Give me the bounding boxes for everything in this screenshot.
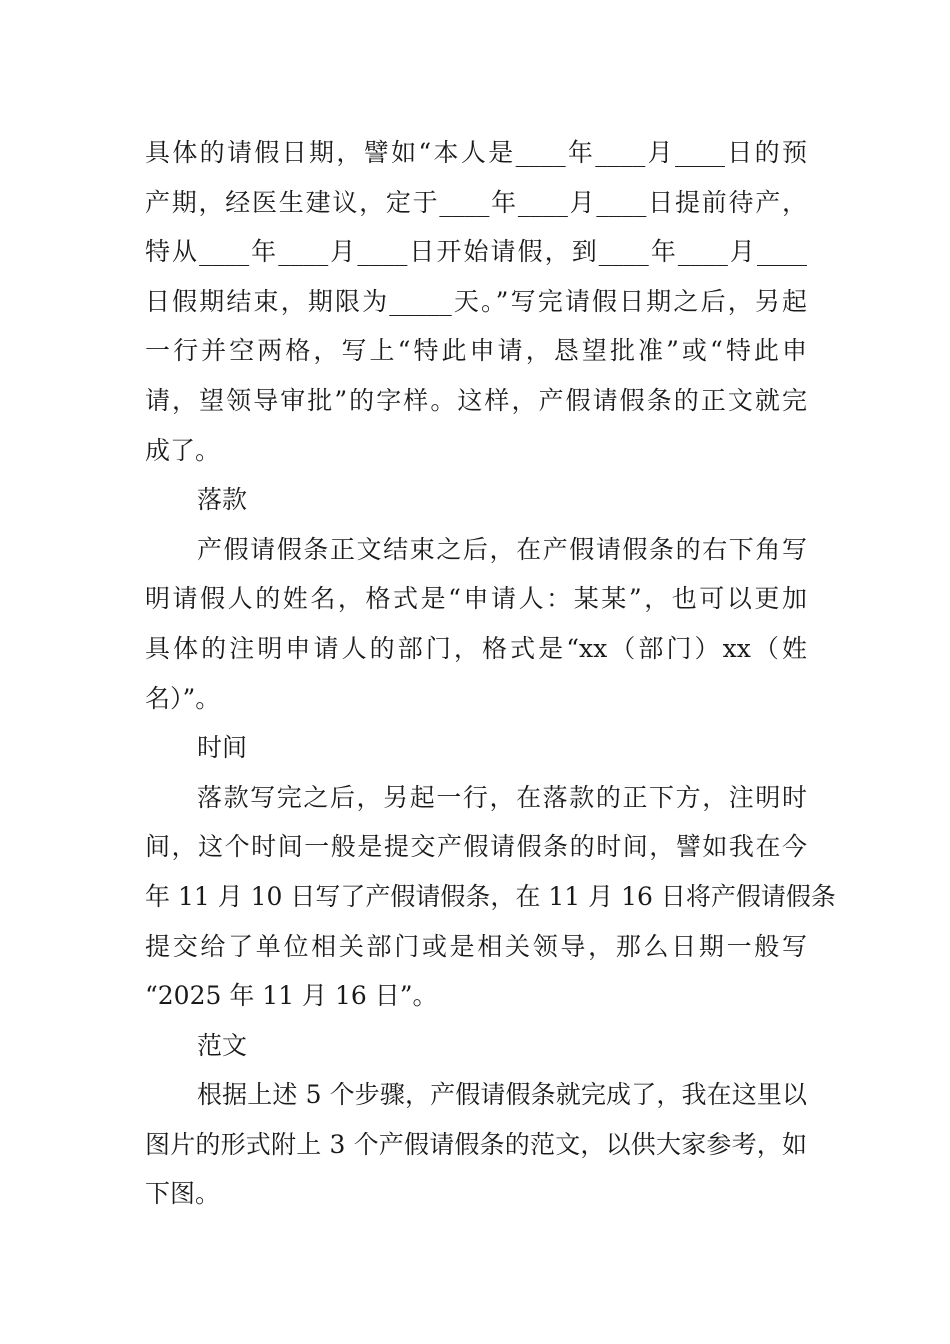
text-line: 成了。 (145, 435, 221, 465)
text-line: 间，这个时间一般是提交产假请假条的时间，譬如我在今 (145, 832, 807, 862)
text-line: 具体的请假日期，譬如“本人是____年____月____日的预 (145, 138, 807, 167)
text-line: 具体的注明申请人的部门，格式是“xx（部门）xx（姓 (145, 633, 807, 663)
text-line: 请，望领导审批”的字样。这样，产假请假条的正文就完 (145, 385, 807, 415)
text-line: 产期，经医生建议，定于____年____月____日提前待产， (145, 187, 807, 217)
text-line: 下图。 (145, 1179, 221, 1209)
text-line: 名）”。 (145, 683, 221, 713)
text-line: 产假请假条正文结束之后，在产假请假条的右下角写 (197, 534, 807, 564)
text-line: 落款写完之后，另起一行，在落款的正下方，注明时 (197, 782, 807, 812)
text-line: 根据上述 5 个步骤，产假请假条就完成了，我在这里以 (197, 1080, 807, 1110)
text-line: 明请假人的姓名，格式是“申请人：某某”，也可以更加 (145, 584, 807, 614)
section-heading-signature: 落款 (197, 485, 248, 515)
section-heading-sample: 范文 (197, 1030, 248, 1060)
text-line: 提交给了单位相关部门或是相关领导，那么日期一般写 (145, 931, 807, 961)
text-line: 图片的形式附上 3 个产假请假条的范文，以供大家参考，如 (145, 1129, 807, 1159)
text-line: 日假期结束，期限为_____天。”写完请假日期之后，另起 (145, 286, 807, 316)
paragraph-signature (145, 525, 807, 723)
text-line: “2025 年 11 月 16 日”。 (145, 981, 438, 1011)
paragraph-date-instructions (145, 128, 807, 475)
document-page (145, 128, 836, 1219)
paragraph-sample (145, 1070, 807, 1219)
section-heading-time: 时间 (197, 733, 248, 763)
text-line: 特从____年____月____日开始请假，到____年____月____ (145, 237, 807, 267)
paragraph-time (145, 773, 836, 1021)
text-line: 一行并空两格，写上“特此申请，恳望批准”或“特此申 (145, 336, 807, 366)
text-line: 年 11 月 10 日写了产假请假条，在 11 月 16 日将产假请假条 (145, 881, 836, 911)
